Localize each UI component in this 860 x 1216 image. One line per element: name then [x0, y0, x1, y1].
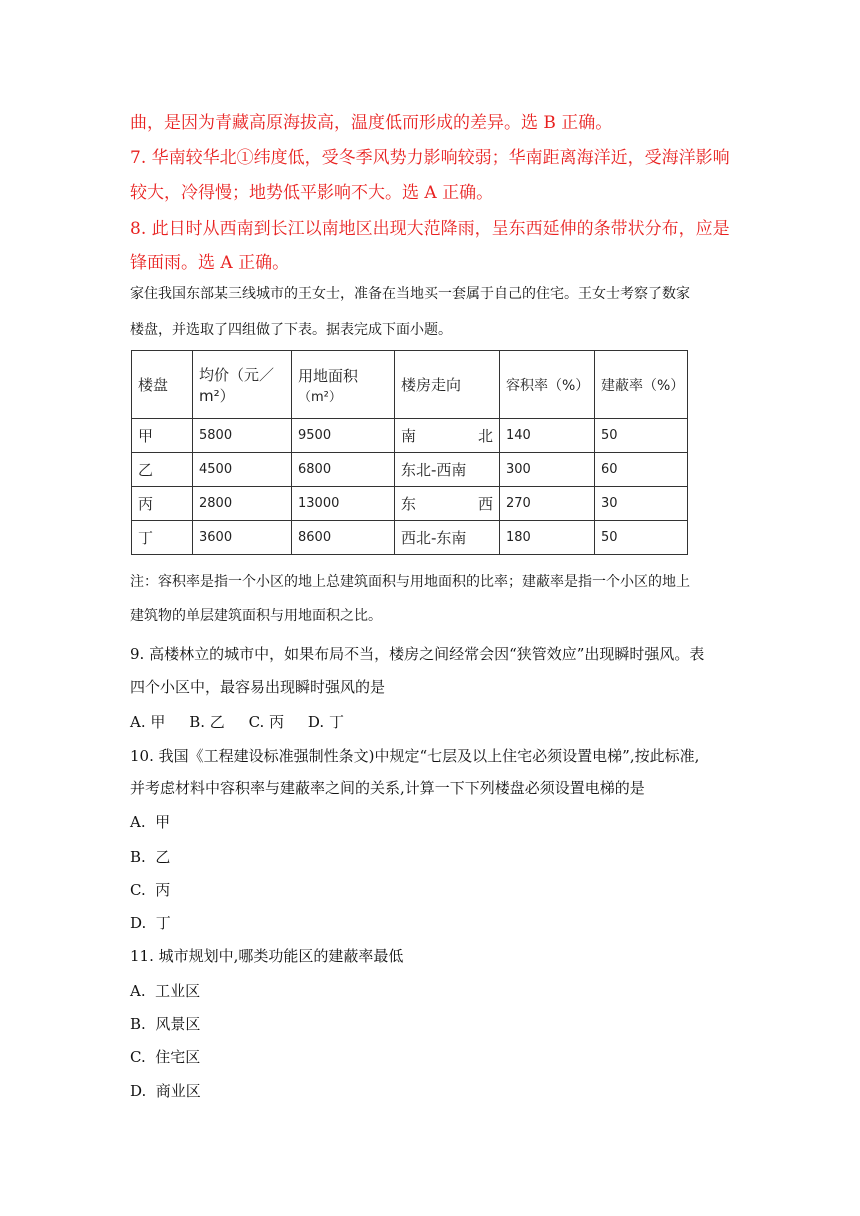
cell-direction	[395, 487, 500, 521]
answer-8-line2: 锋面雨。选 A 正确。	[130, 253, 290, 273]
cell-cover: 30	[595, 487, 688, 521]
cell-direction: 东北-西南	[395, 453, 500, 487]
q10-option-c: C. 丙	[130, 881, 171, 899]
cell-name: 丙	[132, 487, 193, 521]
cell-direction-b: 西	[477, 495, 493, 513]
q11-line1: 11. 城市规划中,哪类功能区的建蔽率最低	[130, 947, 404, 965]
cell-direction-a: 东	[401, 495, 417, 513]
q10-option-b: B. 乙	[130, 848, 171, 866]
cell-cover: 50	[595, 419, 688, 453]
table-row	[132, 521, 688, 555]
cell-direction	[395, 419, 500, 453]
cell-price: 4500	[193, 453, 292, 487]
cell-name: 丁	[132, 521, 193, 555]
cell-price: 3600	[193, 521, 292, 555]
q10-line1: 10. 我国《工程建设标准强制性条文)中规定“七层及以上住宅必须设置电梯”,按此标准,	[130, 747, 700, 765]
q10-line2: 并考虑材料中容积率与建蔽率之间的关系,计算一下下列楼盘必须设置电梯的是	[130, 779, 645, 797]
answer-7-line2: 较大，冷得慢；地势低平影响不大。选 A 正确。	[130, 183, 494, 203]
header-price-a: 均价（元／	[199, 365, 275, 384]
note-line2: 建筑物的单层建筑面积与用地面积之比。	[130, 608, 382, 624]
cell-area: 8600	[292, 521, 395, 555]
table-header-row	[132, 351, 688, 419]
q10-option-d: D. 丁	[130, 914, 171, 932]
header-direction: 楼房走向	[395, 351, 500, 419]
cell-name: 乙	[132, 453, 193, 487]
header-far: 容积率（%）	[500, 351, 595, 419]
table-row	[132, 453, 688, 487]
cell-far: 140	[500, 419, 595, 453]
header-area-a: 用地面积	[298, 366, 359, 385]
answer-line-6: 曲，是因为青藏高原海拔高，温度低而形成的差异。选 B 正确。	[130, 113, 613, 133]
answer-7-line1: 7. 华南较华北①纬度低，受冬季风势力影响较弱；华南距离海洋近，受海洋影响	[130, 148, 730, 168]
cell-cover: 60	[595, 453, 688, 487]
q11-option-c: C. 住宅区	[130, 1048, 201, 1066]
cell-far: 300	[500, 453, 595, 487]
cell-cover: 50	[595, 521, 688, 555]
q11-option-a: A. 工业区	[130, 982, 201, 1000]
intro-line1: 家住我国东部某三线城市的王女士，准备在当地买一套属于自己的住宅。王女士考察了数家	[130, 286, 690, 302]
cell-direction-b: 北	[477, 427, 493, 445]
q9-line2: 四个小区中，最容易出现瞬时强风的是	[130, 678, 386, 696]
housing-table	[131, 350, 688, 555]
table-row	[132, 487, 688, 521]
header-cover: 建蔽率（%）	[595, 351, 688, 419]
answer-8-line1: 8. 此日时从西南到长江以南地区出现大范降雨，呈东西延伸的条带状分布，应是	[130, 219, 730, 239]
q9-line1: 9. 高楼林立的城市中，如果布局不当，楼房之间经常会因“狭管效应”出现瞬时强风。表	[130, 645, 705, 663]
q11-option-d: D. 商业区	[130, 1082, 201, 1100]
cell-name: 甲	[132, 419, 193, 453]
cell-area: 6800	[292, 453, 395, 487]
cell-direction-a: 南	[401, 427, 417, 445]
cell-far: 270	[500, 487, 595, 521]
q10-option-a: A. 甲	[130, 813, 171, 831]
cell-area: 13000	[292, 487, 395, 521]
q11-option-b: B. 风景区	[130, 1015, 201, 1033]
cell-price: 2800	[193, 487, 292, 521]
header-price-b: m²）	[199, 386, 235, 405]
table-row	[132, 419, 688, 453]
cell-direction: 西北-东南	[395, 521, 500, 555]
cell-price: 5800	[193, 419, 292, 453]
header-area	[292, 351, 395, 419]
header-price	[193, 351, 292, 419]
cell-far: 180	[500, 521, 595, 555]
q9-options: A. 甲 B. 乙 C. 丙 D. 丁	[130, 713, 344, 731]
intro-line2: 楼盘，并选取了四组做了下表。据表完成下面小题。	[130, 322, 452, 338]
note-line1: 注：容积率是指一个小区的地上总建筑面积与用地面积的比率；建蔽率是指一个小区的地上	[130, 574, 690, 590]
cell-area: 9500	[292, 419, 395, 453]
header-name: 楼盘	[132, 351, 193, 419]
header-area-b: （m²）	[298, 389, 342, 405]
